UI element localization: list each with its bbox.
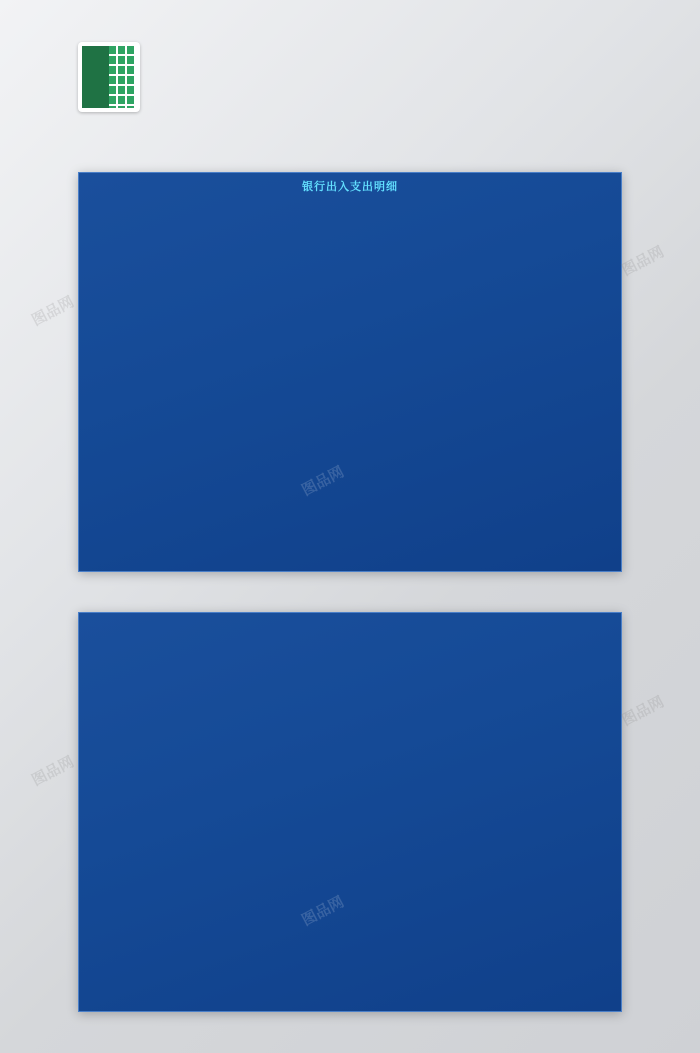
sheet-title: 银行出入支出明细	[302, 181, 398, 193]
sheet-preview-top[interactable]	[78, 172, 622, 572]
watermark: 图品网	[619, 693, 667, 730]
excel-logo-letter	[82, 46, 109, 108]
watermark: 图品网	[29, 753, 77, 790]
watermark: 图品网	[299, 893, 347, 930]
sheet-body	[79, 198, 621, 205]
excel-logo-grid	[109, 46, 136, 108]
sheet-preview-bottom[interactable]	[78, 612, 622, 1012]
watermark: 图品网	[299, 463, 347, 500]
watermark: 图品网	[619, 243, 667, 280]
page-header	[0, 0, 700, 112]
watermark: 图品网	[29, 293, 77, 330]
excel-logo-icon	[78, 42, 140, 112]
